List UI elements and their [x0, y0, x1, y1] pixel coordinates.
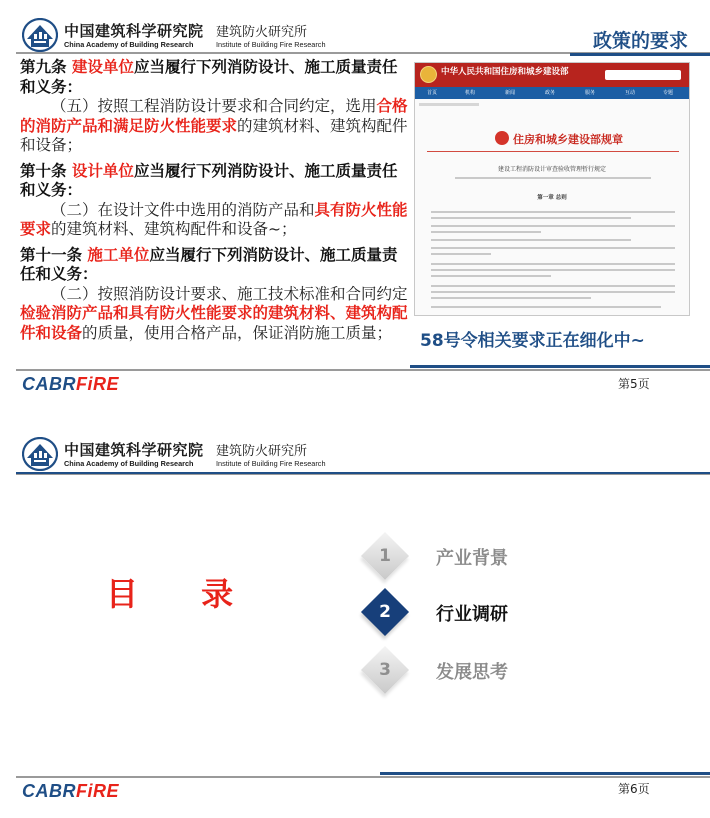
header-accent-line: [16, 472, 710, 474]
slide-header: [0, 0, 710, 60]
toc-item-label: 行业调研: [436, 604, 508, 625]
nav-item: 专题: [663, 90, 674, 96]
text-line: [455, 177, 651, 179]
article-9-heading: 第九条 建设单位应当履行下列消防设计、施工质量责任和义务：: [20, 58, 398, 96]
slide-title: 政策的要求: [592, 30, 688, 52]
refinement-caption: 58号令相关要求正在细化中~: [420, 331, 645, 351]
toc-item-label: 产业背景: [436, 548, 508, 569]
article-9-body: （五）按照工程消防设计要求和合同约定，选用合格的消防产品和满足防火性能要求的建筑材料、建筑构配件和设备；: [20, 97, 408, 154]
toc-item-number: 1: [379, 546, 391, 566]
ministry-banner: [415, 63, 689, 87]
nav-item: 政务: [545, 90, 556, 96]
footer-divider: [16, 776, 710, 778]
cabrfire-logo: CABRFiRE: [22, 781, 120, 801]
text-line: [431, 211, 675, 213]
ministry-search-box: [605, 70, 681, 80]
toc-item-number: 2: [379, 602, 391, 622]
regulation-articles: [20, 58, 410, 343]
rules-category-title: 住房和城乡建设部规章: [513, 133, 623, 146]
text-line: [431, 239, 631, 241]
ministry-name: 中华人民共和国住房和城乡建设部: [441, 67, 569, 77]
text-line: [431, 291, 675, 293]
toc-item-development-thoughts[interactable]: [366, 651, 666, 699]
text-line: [431, 297, 591, 299]
text-line: [431, 253, 491, 255]
org-name-en: China Academy of Building Research: [64, 40, 194, 49]
regulation-screenshot: [414, 62, 690, 316]
institute-name-en: Institute of Building Fire Research: [216, 40, 326, 49]
institute-name-cn: 建筑防火研究所: [216, 25, 308, 40]
cabr-logo-icon: [22, 18, 58, 52]
national-emblem-icon: [420, 66, 437, 83]
nav-item: 服务: [585, 90, 596, 96]
page-number: 第6页: [618, 782, 650, 796]
cabr-logo-icon: [22, 437, 58, 471]
nav-item: 新闻: [505, 90, 516, 96]
document-title: 建设工程消防设计审查验收管理暂行规定: [497, 166, 606, 173]
slide-header: [0, 419, 710, 479]
org-name-en: China Academy of Building Research: [64, 459, 194, 468]
toc-item-industry-research[interactable]: [366, 593, 666, 641]
text-line: [431, 231, 541, 233]
nav-item: 机构: [465, 90, 476, 96]
toc-title: 目 录: [106, 575, 260, 613]
institute-name-cn: 建筑防火研究所: [216, 444, 308, 459]
footer-accent-line: [410, 365, 710, 368]
cabrfire-logo: CABRFiRE: [22, 374, 120, 394]
nav-item: 互动: [625, 90, 636, 96]
title-divider: [427, 151, 679, 152]
footer-accent-line: [380, 772, 710, 775]
text-line: [431, 217, 631, 219]
footer-divider: [16, 369, 710, 371]
slide-table-of-contents: [0, 409, 710, 818]
org-name-cn: 中国建筑科学研究院: [64, 441, 204, 459]
text-line: [431, 306, 661, 308]
toc-item-number: 3: [379, 660, 391, 680]
text-line: [431, 225, 675, 227]
page-number: 第5页: [618, 377, 650, 391]
article-11-heading: 第十一条 施工单位应当履行下列消防设计、施工质量责任和义务：: [20, 245, 398, 283]
article-11-body: （二）按照消防设计要求、施工技术标准和合同约定检验消防产品和具有防火性能要求的建筑材料、建筑构配件和设备的质量，使用合格产品，保证消防施工质量；: [20, 284, 408, 342]
ministry-nav-bar: [415, 87, 689, 99]
text-line: [431, 247, 675, 249]
text-line: [431, 269, 675, 271]
chapter-heading: 第一章 总则: [537, 195, 567, 201]
header-accent-line: [570, 53, 710, 56]
nav-item: 首页: [427, 90, 438, 96]
toc-item-industry-background[interactable]: [366, 537, 666, 585]
article-10-body: （二）在设计文件中选用的消防产品和具有防火性能要求的建筑材料、建筑构配件和设备~；: [20, 200, 408, 238]
breadcrumb: [419, 103, 479, 106]
institute-name-en: Institute of Building Fire Research: [216, 459, 326, 468]
text-line: [431, 285, 675, 287]
seal-icon: [495, 131, 509, 145]
text-line: [431, 275, 551, 277]
org-name-cn: 中国建筑科学研究院: [64, 22, 204, 40]
article-10-heading: 第十条 设计单位应当履行下列消防设计、施工质量责任和义务：: [20, 161, 398, 199]
toc-item-label: 发展思考: [436, 662, 508, 683]
text-line: [431, 263, 675, 265]
